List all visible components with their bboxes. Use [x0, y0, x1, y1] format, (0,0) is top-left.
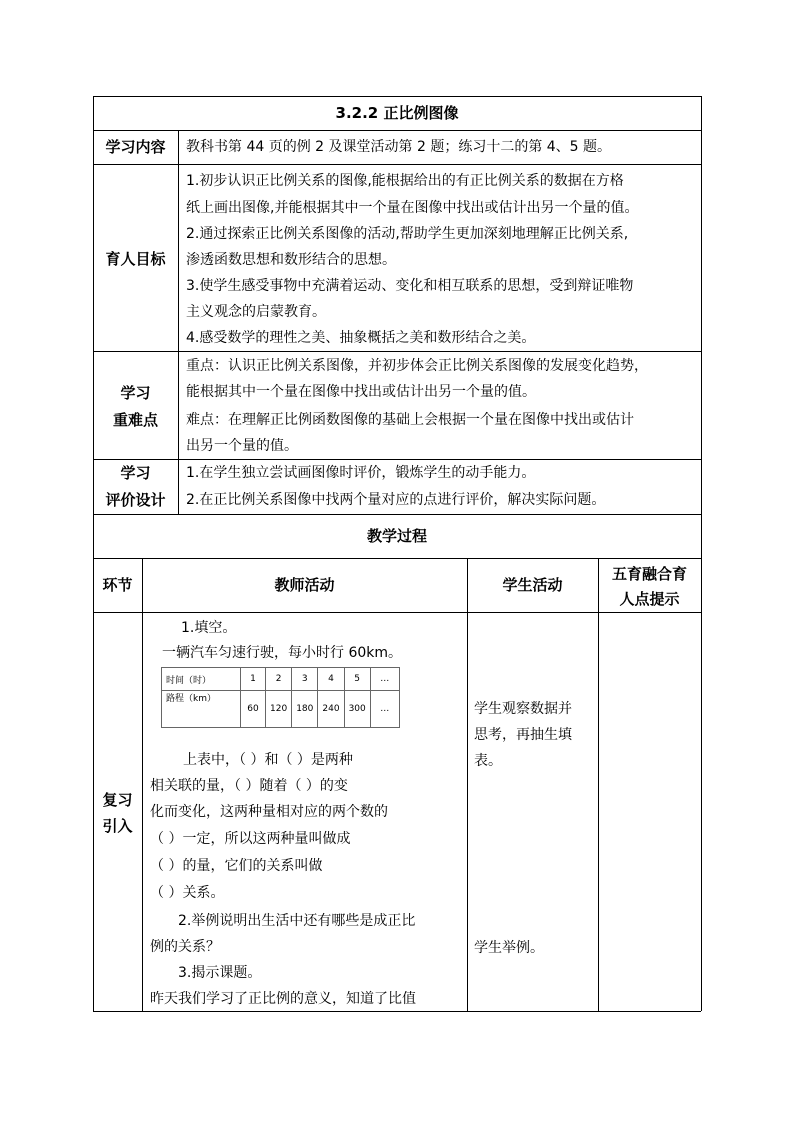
- stage-label-2: 引入: [102, 817, 133, 835]
- content-text: 教科书第 44 页的例 2 及课堂活动第 2 题；练习十二的第 4、5 题。: [186, 139, 612, 155]
- stage-label-1: 复习: [102, 791, 133, 809]
- goals-line: 1.初步认识正比例关系的图像,能根据给出的有正比例关系的数据在方格: [186, 173, 624, 189]
- teacher-line: （ ）的量，它们的关系叫做: [150, 858, 323, 874]
- student-example: 学生举例。: [474, 940, 544, 956]
- student-line: 学生观察数据并: [474, 701, 572, 717]
- goals-label: 育人目标: [105, 250, 166, 268]
- teacher-line: 3.揭示课题。: [178, 965, 262, 981]
- table-cell: 180: [292, 691, 318, 728]
- goals-line: 主义观念的启蒙教育。: [186, 304, 326, 320]
- table-cell: …: [370, 691, 399, 728]
- teacher-line: 2.举例说明出生活中还有哪些是成正比: [178, 913, 416, 929]
- goals-line: 纸上画出图像,并能根据其中一个量在图像中找出或估计出另一个量的值。: [186, 200, 639, 216]
- teacher-line: （ ）一定，所以这两种量叫做成: [150, 831, 351, 847]
- process-title: 教学过程: [366, 527, 427, 545]
- teacher-line: 一辆汽车匀速行驶，每小时行 60km。: [162, 645, 403, 661]
- goals-line: 4.感受数学的理性之美、抽象概括之美和数形结合之美。: [186, 330, 536, 346]
- table-row: [162, 691, 400, 728]
- student-line: 表。: [474, 753, 502, 769]
- table-cell: 2: [266, 668, 292, 691]
- goals-line: 3.使学生感受事物中充满着运动、变化和相互联系的思想，受到辩证唯物: [186, 278, 634, 294]
- teacher-line: 化而变化，这两种量相对应的两个数的: [150, 804, 388, 820]
- eval-line: 2.在正比例关系图像中找两个量对应的点进行评价，解决实际问题。: [186, 492, 606, 508]
- focus-line: 难点：在理解正比例函数图像的基础上会根据一个量在图像中找出或估计: [186, 412, 634, 428]
- teacher-line: 例的关系？: [150, 939, 220, 955]
- col-tips-2: 人点提示: [619, 590, 680, 608]
- eval-label-2: 评价设计: [105, 491, 166, 509]
- focus-line: 出另一个量的值。: [186, 438, 298, 454]
- table-row-head: 时间（时）: [162, 668, 241, 691]
- speed-table: [161, 667, 400, 728]
- page-title: 3.2.2 正比例图像: [335, 104, 459, 122]
- table-cell: 5: [344, 668, 370, 691]
- table-row-head: 路程（km）: [162, 691, 241, 728]
- focus-label-2: 重难点: [112, 411, 158, 429]
- student-line: 思考，再抽生填: [474, 727, 572, 743]
- teacher-line: （ ）关系。: [150, 885, 225, 901]
- table-cell: 4: [318, 668, 344, 691]
- table-cell: 3: [292, 668, 318, 691]
- col-student: 学生活动: [502, 576, 563, 594]
- table-cell: 1: [241, 668, 266, 691]
- table-cell: …: [370, 668, 399, 691]
- focus-label-1: 学习: [120, 384, 151, 402]
- focus-line: 能根据其中一个量在图像中找出或估计出另一个量的值。: [186, 384, 536, 400]
- col-tips-1: 五育融合育: [611, 565, 687, 583]
- teacher-line: 相关联的量，（ ）随着（ ）的变: [150, 778, 348, 794]
- focus-line: 重点：认识正比例关系图像，并初步体会正比例关系图像的发展变化趋势，: [186, 358, 648, 374]
- goals-line: 2.通过探索正比例关系图像的活动,帮助学生更加深刻地理解正比例关系,: [186, 226, 629, 242]
- col-stage: 环节: [102, 576, 133, 594]
- goals-line: 渗透函数思想和数形结合的思想。: [186, 252, 396, 268]
- table-cell: 300: [344, 691, 370, 728]
- content-label: 学习内容: [105, 138, 166, 156]
- teacher-line: 1.填空。: [181, 620, 237, 636]
- eval-line: 1.在学生独立尝试画图像时评价，锻炼学生的动手能力。: [186, 465, 536, 481]
- table-cell: 60: [241, 691, 266, 728]
- table-cell: 120: [266, 691, 292, 728]
- eval-label-1: 学习: [120, 464, 151, 482]
- teacher-line: 上表中，（ ）和（ ）是两种: [183, 752, 353, 768]
- teacher-line: 昨天我们学习了正比例的意义，知道了比值: [150, 991, 416, 1007]
- table-row: [162, 668, 400, 691]
- table-cell: 240: [318, 691, 344, 728]
- col-teacher: 教师活动: [274, 576, 335, 594]
